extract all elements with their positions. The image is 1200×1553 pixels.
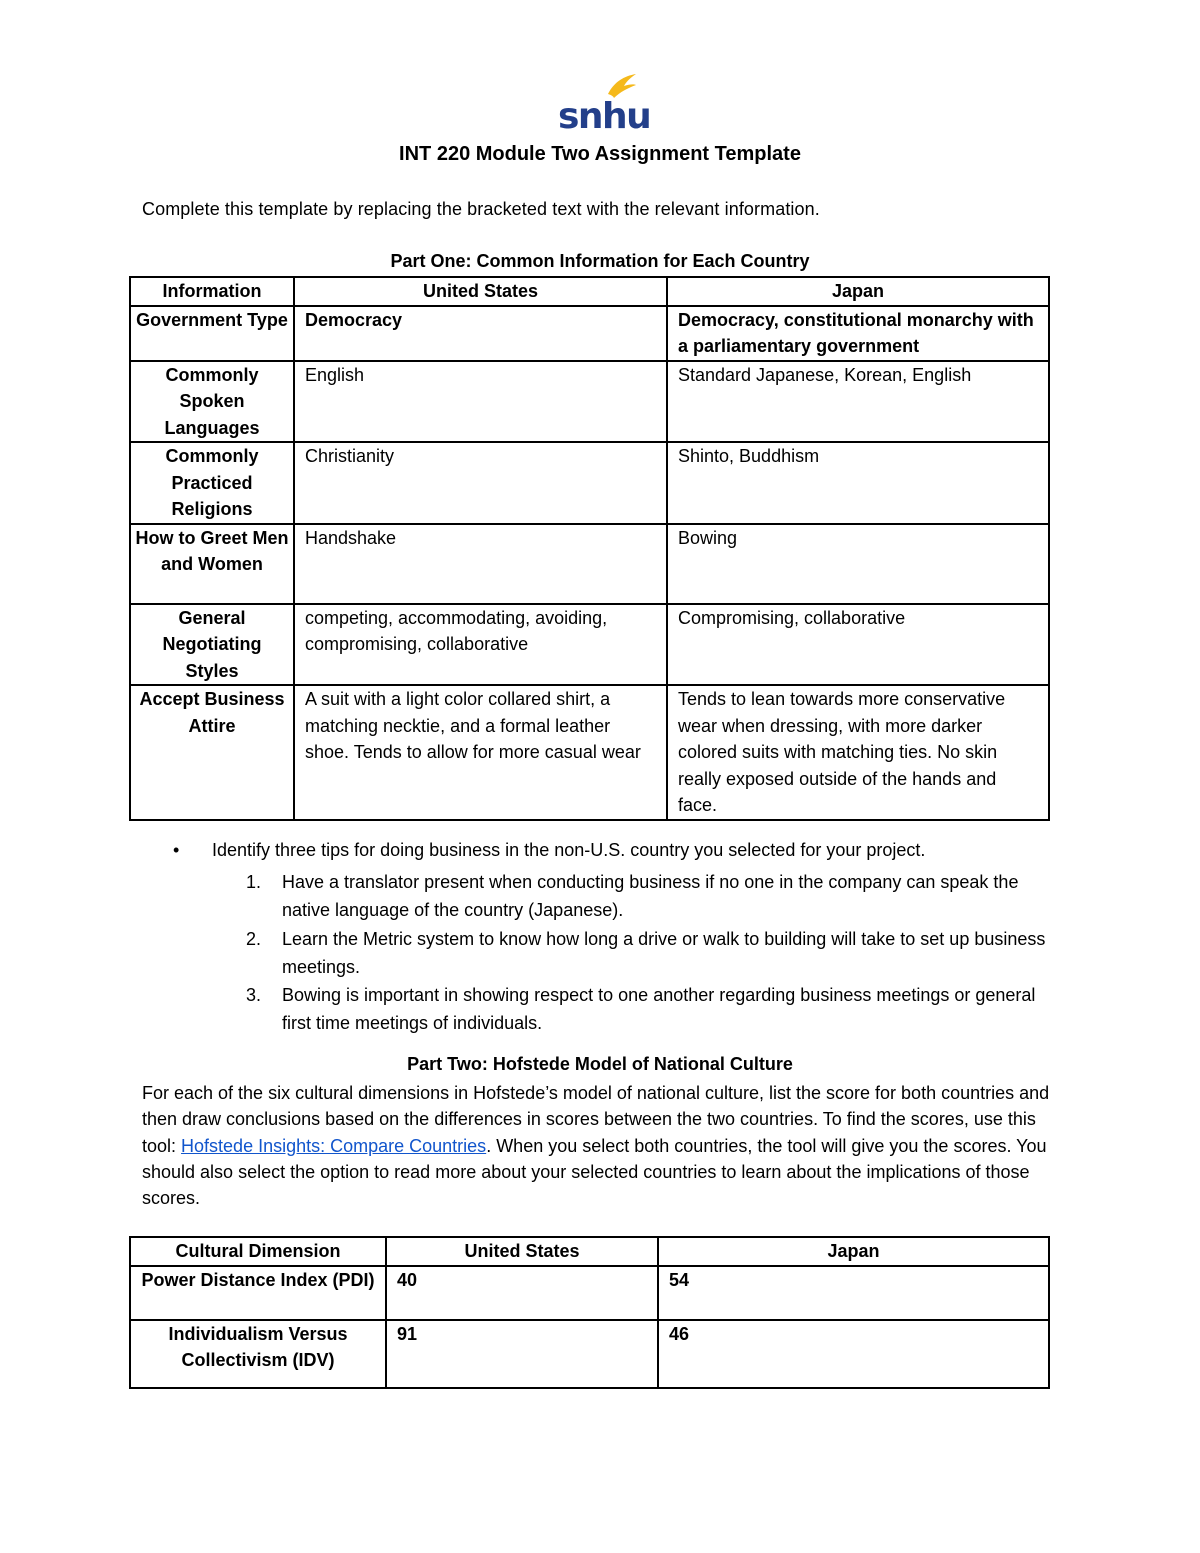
list-text: Bowing is important in showing respect to one another regarding business meetings or general first time meetings of individuals. (282, 985, 1036, 1034)
us-cell: English (294, 361, 667, 443)
table-row (130, 442, 1049, 524)
japan-cell: Shinto, Buddhism (667, 442, 1049, 524)
row-label: Accept Business Attire (130, 685, 294, 820)
us-score: 40 (386, 1266, 658, 1320)
japan-cell: Bowing (667, 524, 1049, 604)
list-text: Learn the Metric system to know how long a drive or walk to building will take to set up business meetings. (282, 928, 1046, 977)
row-label: Government Type (130, 306, 294, 361)
us-cell: Christianity (294, 442, 667, 524)
instructions-text-end: . When you select both countries, the tool will give you the scores. You should also select the option to read more about your selected countries to learn about the implications of those scores. (142, 1135, 1047, 1209)
us-cell: competing, accommodating, avoiding, compromising, collaborative (294, 604, 667, 686)
japan-cell: Standard Japanese, Korean, English (667, 361, 1049, 443)
logo-text: snhu (558, 96, 651, 137)
table-row (130, 524, 1049, 604)
japan-cell: Tends to lean towards more conservative wear when dressing, with more darker colored suits with matching ties. No skin really exposed outside of the hands and face. (667, 685, 1049, 820)
country-info-table (129, 276, 1050, 821)
document-title: INT 220 Module Two Assignment Template (399, 143, 801, 165)
list-item (246, 981, 1066, 1038)
dimension-label: Power Distance Index (PDI) (130, 1266, 386, 1320)
row-label: How to Greet Men and Women (130, 524, 294, 604)
row-label: Commonly Spoken Languages (130, 361, 294, 443)
table-header-row (130, 1237, 1049, 1266)
japan-score: 54 (658, 1266, 1049, 1320)
list-number: 2. (246, 928, 262, 949)
column-header: Japan (658, 1237, 1049, 1266)
japan-cell: Democracy, constitutional monarchy with a parliamentary government (667, 306, 1049, 361)
instructions-text-start: For each of the six cultural dimensions in Hofstede’s model of national culture, list the score for both countries and then draw conclusions based on the differences in scores between the two countries. To find the scores, use this tool: (142, 1083, 1050, 1156)
list-item (246, 925, 1066, 982)
us-cell: Democracy (294, 306, 667, 361)
table-row (130, 604, 1049, 686)
instructions-text: Complete this template by replacing the bracketed text with the relevant information. (142, 199, 820, 219)
part-two-heading: Part Two: Hofstede Model of National Culture (407, 1054, 793, 1074)
column-header: Information (130, 277, 294, 306)
tips-prompt: Identify three tips for doing business in the non-U.S. country you selected for your project. (212, 840, 926, 860)
column-header: United States (386, 1237, 658, 1266)
list-number: 1. (246, 872, 262, 892)
logo-flame-icon (608, 74, 636, 98)
us-cell: A suit with a light color collared shirt, a matching necktie, and a formal leather shoe. Tends to allow for more casual wear (294, 685, 667, 820)
row-label: Commonly Practiced Religions (130, 442, 294, 524)
table-header-row (130, 277, 1049, 306)
dimension-label: Individualism Versus Collectivism (IDV) (130, 1320, 386, 1388)
us-cell: Handshake (294, 524, 667, 604)
list-item (246, 868, 1066, 925)
table-row (130, 361, 1049, 443)
hofstede-compare-link[interactable]: Hofstede Insights: Compare Countries (181, 1135, 487, 1156)
japan-score: 46 (658, 1320, 1049, 1388)
bullet-icon: • (173, 840, 180, 860)
us-score: 91 (386, 1320, 658, 1388)
japan-cell: Compromising, collaborative (667, 604, 1049, 686)
part-one-heading: Part One: Common Information for Each Country (390, 251, 810, 271)
table-row (130, 685, 1049, 820)
column-header: United States (294, 277, 667, 306)
table-row (130, 1266, 1049, 1320)
tips-list (246, 868, 1066, 1038)
list-number: 3. (246, 985, 262, 1006)
part-two-instructions (142, 1080, 1072, 1211)
snhu-logo (556, 72, 651, 137)
table-row (130, 1320, 1049, 1388)
hofstede-table (129, 1236, 1050, 1389)
column-header: Cultural Dimension (130, 1237, 386, 1266)
table-row (130, 306, 1049, 361)
row-label: General Negotiating Styles (130, 604, 294, 686)
column-header: Japan (667, 277, 1049, 306)
list-text: Have a translator present when conducting business if no one in the company can speak the native language of the country (Japanese). (282, 872, 1019, 921)
